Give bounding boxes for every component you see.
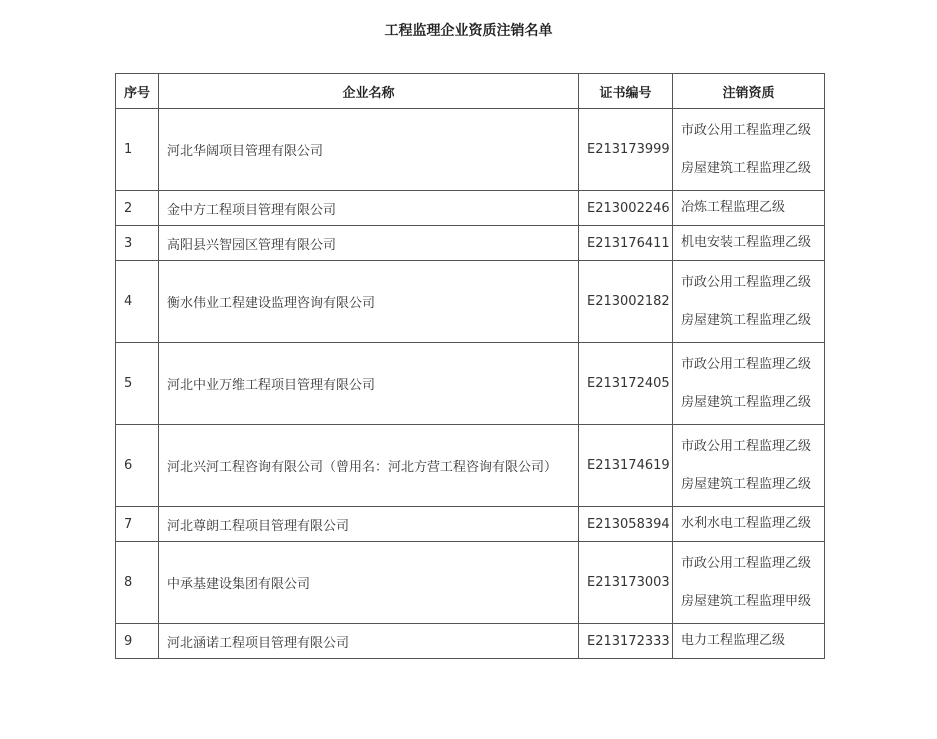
qualification-item: 冶炼工程监理乙级 (681, 200, 786, 215)
qualification-cell (673, 191, 825, 226)
header-cert: 证书编号 (579, 74, 673, 109)
qualification-item: 市政公用工程监理乙级 (681, 274, 812, 290)
company-name: 河北涵诺工程项目管理有限公司 (159, 624, 579, 659)
table-row (116, 226, 825, 261)
company-name: 高阳县兴智园区管理有限公司 (159, 226, 579, 261)
page-title: 工程监理企业资质注销名单 (384, 23, 553, 39)
row-index: 4 (116, 261, 159, 343)
company-name: 河北兴河工程咨询有限公司（曾用名：河北方营工程咨询有限公司） (159, 425, 579, 507)
header-index: 序号 (116, 74, 159, 109)
table-row (116, 343, 825, 425)
company-name: 中承基建设集团有限公司 (159, 542, 579, 624)
row-index: 3 (116, 226, 159, 261)
qualification-item: 房屋建筑工程监理乙级 (681, 394, 812, 410)
table-row (116, 425, 825, 507)
company-name: 金中方工程项目管理有限公司 (159, 191, 579, 226)
row-index: 2 (116, 191, 159, 226)
cert-number: E213176411 (579, 226, 673, 261)
qualification-item: 房屋建筑工程监理乙级 (681, 160, 812, 176)
qualification-cell (673, 343, 825, 425)
qualification-item: 房屋建筑工程监理乙级 (681, 312, 812, 328)
row-index: 7 (116, 507, 159, 542)
qualification-item: 市政公用工程监理乙级 (681, 555, 812, 571)
cert-number: E213058394 (579, 507, 673, 542)
qualification-item: 市政公用工程监理乙级 (681, 122, 812, 138)
qualification-cell (673, 507, 825, 542)
header-qualification: 注销资质 (673, 74, 825, 109)
cert-number: E213173003 (579, 542, 673, 624)
table-row (116, 624, 825, 659)
qualification-item: 机电安装工程监理乙级 (681, 235, 812, 250)
revocation-table (115, 73, 825, 659)
cert-number: E213002182 (579, 261, 673, 343)
qualification-cell (673, 542, 825, 624)
row-index: 9 (116, 624, 159, 659)
row-index: 5 (116, 343, 159, 425)
qualification-item: 市政公用工程监理乙级 (681, 438, 812, 454)
qualification-cell (673, 624, 825, 659)
table-row (116, 542, 825, 624)
company-name: 衡水伟业工程建设监理咨询有限公司 (159, 261, 579, 343)
table-row (116, 261, 825, 343)
cert-number: E213172333 (579, 624, 673, 659)
company-name: 河北华阔项目管理有限公司 (159, 109, 579, 191)
qualification-cell (673, 226, 825, 261)
table-row (116, 507, 825, 542)
qualification-item: 水利水电工程监理乙级 (681, 516, 812, 531)
row-index: 8 (116, 542, 159, 624)
cert-number: E213173999 (579, 109, 673, 191)
qualification-item: 电力工程监理乙级 (681, 633, 786, 648)
qualification-item: 市政公用工程监理乙级 (681, 356, 812, 372)
table-row (116, 109, 825, 191)
row-index: 1 (116, 109, 159, 191)
table-header-row (116, 74, 825, 109)
cert-number: E213172405 (579, 343, 673, 425)
qualification-cell (673, 109, 825, 191)
header-company: 企业名称 (159, 74, 579, 109)
company-name: 河北尊朗工程项目管理有限公司 (159, 507, 579, 542)
cert-number: E213002246 (579, 191, 673, 226)
cert-number: E213174619 (579, 425, 673, 507)
qualification-cell (673, 425, 825, 507)
qualification-item: 房屋建筑工程监理乙级 (681, 476, 812, 492)
qualification-cell (673, 261, 825, 343)
row-index: 6 (116, 425, 159, 507)
company-name: 河北中业万维工程项目管理有限公司 (159, 343, 579, 425)
qualification-item: 房屋建筑工程监理甲级 (681, 593, 812, 609)
table-row (116, 191, 825, 226)
